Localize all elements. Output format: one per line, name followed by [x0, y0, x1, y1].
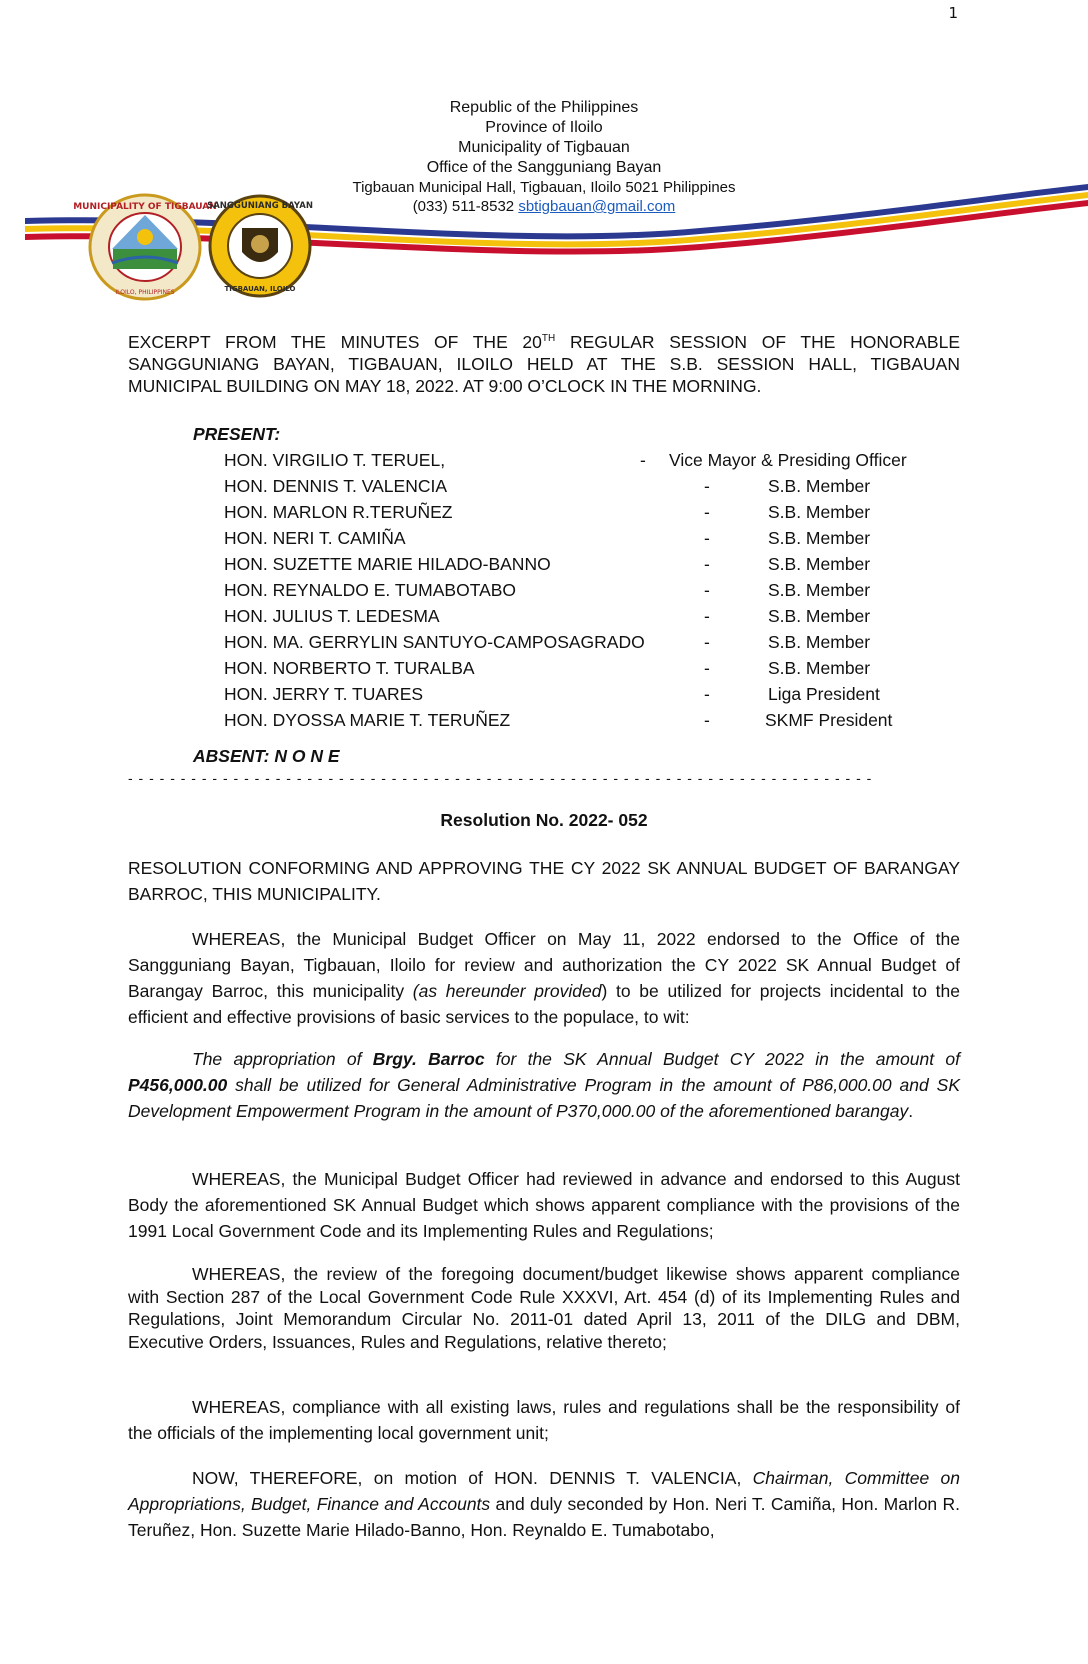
whereas-1-text-end: ) to be utilized for projects incidental to the efficient and effective provisions of basic services to the populace, to wit: — [128, 981, 960, 1027]
quote-text: The appropriation of — [192, 1049, 373, 1069]
member-name: HON. VIRGILIO T. TERUEL, — [224, 450, 446, 470]
minutes-excerpt-heading — [128, 328, 960, 397]
whereas-paragraph-3: WHEREAS, the review of the foregoing document/budget likewise shows apparent compliance with Section 287 of the Local Government Code Rule XXXVI, Art. 454 (d) of its Implementing Rules and Regulations, Joint Memorandum Circular No. 2011-01 dated April 13, 2011 of the DILG and DBM, Executive Orders, Issuances, Rules and Regulations, relative thereto; — [128, 1264, 960, 1352]
member-name: HON. JULIUS T. LEDESMA — [224, 606, 440, 626]
letterhead-phone: (033) 511-8532 — [412, 198, 515, 215]
letterhead-line-address: Tigbauan Municipal Hall, Tigbauan, Iloilo 5021 Philippines — [352, 179, 736, 196]
excerpt-pre: EXCERPT FROM THE MINUTES OF THE 20 — [128, 331, 542, 352]
whereas-paragraph-2: WHEREAS, the Municipal Budget Officer had reviewed in advance and endorsed to this August Body the aforementioned SK Annual Budget which shows apparent compliance with the provisions of the 1991 Local Government Code and its Implementing Rules and Regulations; — [128, 1169, 960, 1241]
member-position: S.B. Member — [768, 554, 871, 574]
email-link[interactable]: sbtigbauan@gmail.com — [518, 198, 676, 215]
member-row — [0, 476, 1088, 502]
absent-label: ABSENT: N O N E — [193, 746, 340, 766]
member-position: S.B. Member — [768, 502, 871, 522]
seal-left-subtext: ILOILO, PHILIPPINES — [115, 289, 175, 296]
member-row — [0, 502, 1088, 528]
letterhead-line-country: Republic of the Philippines — [449, 99, 639, 116]
member-dash: - — [704, 606, 710, 626]
member-position: S.B. Member — [768, 658, 871, 678]
letterhead-line-office: Office of the Sangguniang Bayan — [426, 159, 662, 176]
member-dash: - — [704, 580, 710, 600]
member-name: HON. REYNALDO E. TUMABOTABO — [224, 580, 517, 600]
whereas-paragraph-4: WHEREAS, compliance with all existing laws, rules and regulations shall be the responsibility of the officials of the implementing local government unit; — [128, 1397, 960, 1443]
member-row — [0, 580, 1088, 606]
member-row — [0, 684, 1088, 710]
quote-amount: P456,000.00 — [128, 1075, 228, 1095]
member-position: SKMF President — [765, 710, 893, 730]
appropriation-quote — [128, 1046, 960, 1124]
member-position: S.B. Member — [768, 606, 871, 626]
seal-left-text: MUNICIPALITY OF TIGBAUAN — [73, 202, 217, 212]
member-row — [0, 710, 1088, 736]
member-row — [0, 632, 1088, 658]
quote-text-end: shall be utilized for General Administrative Program in the amount of P86,000.00 and SK Development Empowerment Program in the amount of P370,000.00 of the aforementioned barangay — [128, 1075, 960, 1121]
member-row — [0, 606, 1088, 632]
whereas-1-text: WHEREAS, the Municipal Budget Officer on May 11, 2022 endorsed to the Office of the Sangguniang Bayan, Tigbauan, Iloilo for review and authorization the CY 2022 SK Annual Budget of Barangay Barroc, this municipality — [128, 929, 960, 1001]
member-name: HON. JERRY T. TUARES — [224, 684, 424, 704]
member-name: HON. MA. GERRYLIN SANTUYO-CAMPOSAGRADO — [224, 632, 645, 652]
section-divider: - - - - - - - - - - - - - - - - - - - - - - - - - - - - - - - - - - - - - - - - - - - - - - - - - - - - - - - - - - - - - - - - - - - - - - - — [128, 770, 873, 786]
now-therefore-paragraph — [128, 1465, 960, 1543]
member-position: S.B. Member — [768, 528, 871, 548]
whereas-1-italic: (as hereunder provided — [412, 981, 602, 1001]
member-row — [0, 554, 1088, 580]
member-position: Vice Mayor & Presiding Officer — [669, 450, 907, 470]
member-row — [0, 528, 1088, 554]
member-dash: - — [704, 528, 710, 548]
letterhead-contact — [0, 197, 1088, 217]
resolution-number: Resolution No. 2022- 052 — [440, 810, 648, 830]
present-label: PRESENT: — [193, 424, 281, 444]
member-dash: - — [704, 658, 710, 678]
member-dash: - — [704, 476, 710, 496]
member-dash: - — [704, 502, 710, 522]
member-position: S.B. Member — [768, 580, 871, 600]
member-dash: - — [640, 450, 646, 470]
member-position: Liga President — [768, 684, 880, 704]
excerpt-ordinal: TH — [541, 333, 556, 344]
excerpt-post: REGULAR SESSION OF THE HONORABLE SANGGUNIANG BAYAN, TIGBAUAN, ILOILO HELD AT THE S.B. SESSION HALL, TIGBAUAN MUNICIPAL BUILDING ON MAY 18, 2022. AT 9:00 O’CLOCK IN THE MORNING. — [128, 331, 960, 396]
member-position: S.B. Member — [768, 476, 871, 496]
resolution-title: RESOLUTION CONFORMING AND APPROVING THE CY 2022 SK ANNUAL BUDGET OF BARANGAY BARROC, THIS MUNICIPALITY. — [128, 858, 960, 904]
member-name: HON. NORBERTO T. TURALBA — [224, 658, 475, 678]
letterhead-line-province: Province of Iloilo — [485, 119, 603, 136]
member-dash: - — [704, 684, 710, 704]
seal-right-subtext: TIGBAUAN, ILOILO — [224, 285, 296, 293]
member-row — [0, 450, 1088, 476]
quote-text-mid: for the SK Annual Budget CY 2022 in the amount of — [484, 1049, 960, 1069]
letterhead-line-municipality: Municipality of Tigbauan — [458, 139, 630, 156]
whereas-paragraph-1 — [128, 926, 960, 1030]
now-therefore-text: NOW, THEREFORE, on motion of HON. DENNIS T. VALENCIA, — [192, 1468, 753, 1488]
quote-period: . — [908, 1101, 914, 1121]
member-row — [0, 658, 1088, 684]
member-name: HON. DYOSSA MARIE T. TERUÑEZ — [224, 710, 511, 730]
member-name: HON. NERI T. CAMIÑA — [224, 528, 406, 548]
member-name: HON. SUZETTE MARIE HILADO-BANNO — [224, 554, 551, 574]
page-number: 1 — [948, 4, 958, 22]
member-position: S.B. Member — [768, 632, 871, 652]
now-therefore-text-end: and duly seconded by Hon. Neri T. Camiña, Hon. Marlon R. Teruñez, Hon. Suzette Marie Hilado-Banno, Hon. Reynaldo E. Tumabotabo, — [128, 1494, 960, 1540]
now-therefore-committee: Chairman, Committee on Appropriations, Budget, Finance and Accounts — [128, 1468, 960, 1514]
quote-barangay: Brgy. Barroc — [372, 1049, 485, 1069]
member-dash: - — [704, 554, 710, 574]
member-dash: - — [704, 632, 710, 652]
member-dash: - — [704, 710, 710, 730]
member-name: HON. DENNIS T. VALENCIA — [224, 476, 448, 496]
member-name: HON. MARLON R.TERUÑEZ — [224, 502, 453, 522]
seal-right-text: SANGGUNIANG BAYAN — [207, 201, 313, 211]
